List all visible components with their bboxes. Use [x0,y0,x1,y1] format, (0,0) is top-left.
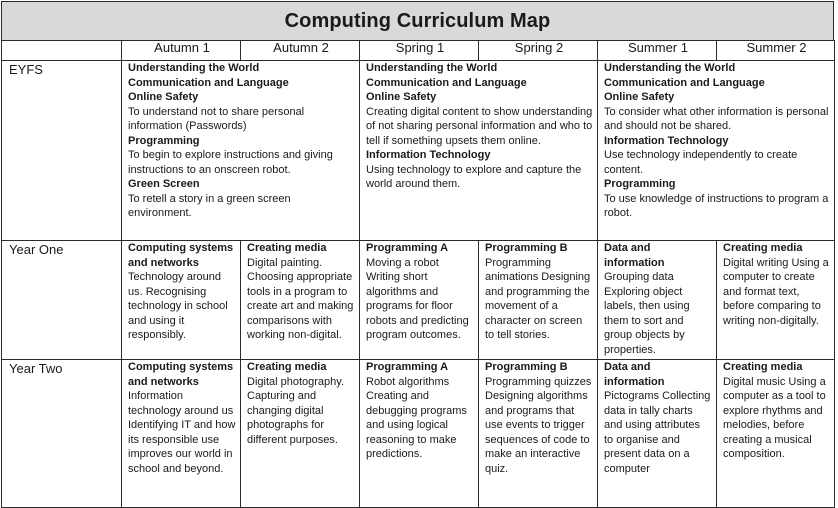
cell-body: Moving a robot Writing short algorithms and programs for floor robots and predicting program outcomes. [366,256,469,341]
table-cell [598,241,717,360]
cell-heading: Programming [604,178,676,190]
page-title: Computing Curriculum Map [1,1,834,41]
table-row-eyfs [2,61,835,241]
table-cell [598,360,717,508]
cell-heading: Creating media [247,242,327,254]
table-cell [360,360,479,508]
cell-body: Grouping data Exploring object labels, then using them to sort and group objects by properties. [604,271,690,356]
cell-body: To consider what other information is personal and should not be shared. [604,105,829,132]
row-label: Year One [2,241,122,360]
cell-heading: Programming A [366,242,449,254]
table-cell [717,360,835,508]
corner-cell [2,41,122,61]
cell-body: Robot algorithms Creating and debugging programs and using logical reasoning to make predictions. [366,375,467,460]
cell-body: Programming quizzes Designing algorithms and programs that use events to trigger sequences of code to make an interactive quiz. [485,375,592,475]
cell-heading: Understanding the World Communication and Language Online Safety [604,62,765,103]
cell-body: To begin to explore instructions and giving instructions to an onscreen robot. [128,149,333,176]
cell-heading: Information Technology [604,134,729,147]
term-header-row [2,41,835,61]
cell-heading: Data and information [604,361,665,388]
cell-body: Technology around us. Recognising technology in school and using it responsibly. [128,271,228,341]
cell-heading: Creating media [247,361,327,373]
cell-body: Digital music Using a computer as a tool to explore rhythms and melodies, before creating a musical composition. [723,375,826,460]
cell-body: Digital painting. Choosing appropriate tools in a program to create art and making comparisons with working non-digital. [247,256,354,341]
cell-body: Pictograms Collecting data in tally charts and using attributes to organise and present data on a computer [604,390,711,475]
table-row-year-two [2,360,835,508]
row-label: Year Two [2,360,122,508]
cell-body: Information technology around us Identifying IT and how its responsible use improves our world in school and beyond. [128,390,236,475]
cell-heading: Information Technology [366,149,491,161]
term-header: Autumn 2 [241,41,360,61]
cell-heading: Creating media [723,361,803,373]
row-label: EYFS [2,61,122,241]
cell-body: Creating digital content to show understanding of not sharing personal information and who to tell if something upsets them online. [366,105,593,147]
cell-heading: Programming B [485,242,568,254]
term-header: Spring 1 [360,41,479,61]
cell-heading: Programming B [485,361,568,373]
table-cell [479,241,598,360]
cell-heading: Programming [128,134,200,147]
term-header: Summer 1 [598,41,717,61]
cell-body: Programming animations Designing and programming the movement of a character on screen to tell stories. [485,256,591,341]
curriculum-table [1,40,835,508]
term-header: Summer 2 [717,41,835,61]
cell-heading: Data and information [604,242,665,269]
table-cell [241,360,360,508]
cell-body: Using technology to explore and capture the world around them. [366,163,582,190]
cell-heading: Computing systems and networks [128,361,234,388]
table-cell [241,241,360,360]
term-header: Spring 2 [479,41,598,61]
cell-heading: Understanding the World Communication and Language Online Safety [366,62,527,103]
cell-body: Use technology independently to create content. [604,149,798,176]
cell-body: To use knowledge of instructions to program a robot. [604,192,829,219]
cell-body: Digital photography. Capturing and changing digital photographs for different purposes. [247,375,345,446]
cell-heading: Understanding the World Communication and Language Online Safety [128,62,289,103]
table-cell [360,241,479,360]
cell-heading: Computing systems and networks [128,242,234,269]
cell-heading: Programming A [366,361,449,373]
table-cell [479,360,598,508]
cell-heading: Green Screen [128,178,200,190]
eyfs-spring-cell [360,61,598,241]
cell-heading: Creating media [723,242,803,254]
eyfs-autumn-cell [122,61,360,241]
cell-body: To retell a story in a green screen environment. [128,192,291,219]
eyfs-summer-cell [598,61,835,241]
cell-body: To understand not to share personal information (Passwords) [128,105,305,132]
table-cell [122,360,241,508]
cell-body: Digital writing Using a computer to create and format text, before comparing to writing non-digitally. [723,256,829,327]
table-cell [717,241,835,360]
term-header: Autumn 1 [122,41,241,61]
table-row-year-one [2,241,835,360]
table-cell [122,241,241,360]
